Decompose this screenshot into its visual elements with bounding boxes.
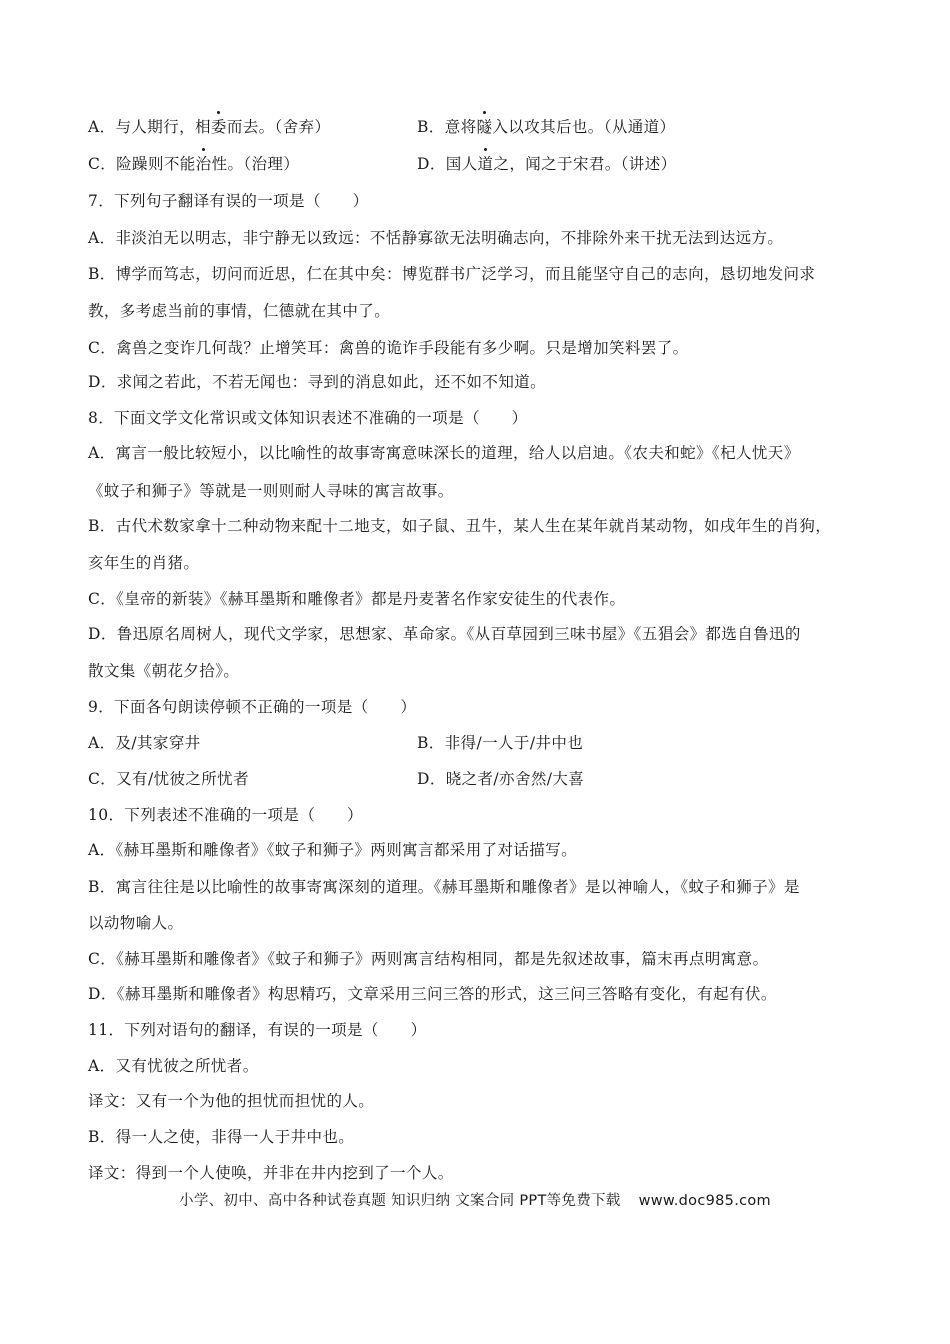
q9-option-d: D．晓之者/亦舍然/大喜 (417, 770, 585, 788)
q9-stem: 9．下面各句朗读停顿不正确的一项是（ ） (88, 698, 417, 716)
q7-option-d: D．求闻之若此，不若无闻也：寻到的消息如此，还不如不知道。 (88, 373, 547, 391)
footer-text: 小学、初中、高中各种试卷真题 知识归纳 文案合同 PPT等免费下载 (179, 1193, 621, 1209)
q6-option-c: C．险躁则不能治性。（治理） (88, 155, 300, 173)
footer-site-link[interactable]: www.doc985.com (638, 1193, 771, 1209)
q10-stem: 10．下列表述不准确的一项是（ ） (88, 806, 363, 824)
q11-stem: 11．下列对语句的翻译，有误的一项是（ ） (88, 1021, 427, 1039)
emphasis-dot-char: 隧 (476, 118, 493, 136)
q7-option-a: A．非淡泊无以明志，非宁静无以致远：不恬静寡欲无法明确志向，不排除外来干扰无法到达远方。 (88, 229, 784, 247)
q8-option-b-line1: B．古代术数家拿十二种动物来配十二地支，如子鼠、丑牛，某人生在某年就肖某动物，如戌年生的肖狗， (88, 517, 832, 535)
q11-option-a: A．又有忧彼之所忧者。 (88, 1057, 259, 1075)
q6-option-b: B．意将隧入以攻其后也。（从通道） (417, 118, 676, 136)
page-footer (0, 1190, 950, 1212)
q9-option-c: C．又有/忧彼之所忧者 (88, 770, 249, 788)
emphasis-dot-char: 道 (477, 155, 494, 173)
q7-option-b-line2: 教，多考虑当前的事情，仁德就在其中了。 (88, 302, 391, 320)
q9-option-a: A．及/其家穿井 (88, 734, 201, 752)
q8-option-a-line2: 《蚊子和狮子》等就是一则则耐人寻味的寓言故事。 (88, 482, 454, 500)
q10-option-c: C．《赫耳墨斯和雕像者》《蚊子和狮子》两则寓言结构相同，都是先叙述故事，篇末再点明寓意。 (88, 950, 769, 968)
q11-option-a-translation: 译文：又有一个为他的担忧而担忧的人。 (88, 1092, 375, 1110)
q8-option-a-line1: A．寓言一般比较短小，以比喻性的故事寄寓意味深长的道理，给人以启迪。《农夫和蛇》《杞人忧天》 (88, 444, 800, 462)
q10-option-b-line2: 以动物喻人。 (88, 914, 184, 932)
q9-option-b: B．非得/一人于/井中也 (417, 734, 584, 752)
q7-option-c: C．禽兽之变诈几何哉？止增笑耳：禽兽的诡诈手段能有多少啊。只是增加笑料罢了。 (88, 339, 689, 357)
q11-option-b: B．得一人之使，非得一人于井中也。 (88, 1128, 355, 1146)
q8-option-c: C．《皇帝的新装》《赫耳墨斯和雕像者》都是丹麦著名作家安徒生的代表作。 (88, 590, 626, 608)
emphasis-dot-char: 治 (195, 155, 212, 173)
q8-option-d-line1: D．鲁迅原名周树人，现代文学家，思想家、革命家。《从百草园到三味书屋》《五猖会》都选自鲁迅的 (88, 625, 801, 643)
q8-stem: 8．下面文学文化常识或文体知识表述不准确的一项是（ ） (88, 409, 528, 427)
q10-option-d: D．《赫耳墨斯和雕像者》构思精巧，文章采用三问三答的形式，这三问三答略有变化，有起有伏。 (88, 985, 777, 1003)
q6-option-d: D．国人道之，闻之于宋君。（讲述） (417, 155, 677, 173)
q7-option-b-line1: B．博学而笃志，切问而近思，仁在其中矣：博览群书广泛学习，而且能坚守自己的志向，恳切地发问求 (88, 265, 816, 283)
q6-option-a: A．与人期行，相委而去。（舍弃） (88, 118, 331, 136)
q8-option-b-line2: 亥年生的肖猪。 (88, 554, 200, 572)
emphasis-dot-char: 委 (210, 118, 227, 136)
q10-option-b-line1: B．寓言往往是以比喻性的故事寄寓深刻的道理。《赫耳墨斯和雕像者》是以神喻人，《蚊子和狮子》是 (88, 878, 800, 896)
q10-option-a: A．《赫耳墨斯和雕像者》《蚊子和狮子》两则寓言都采用了对话描写。 (88, 841, 577, 859)
q11-option-b-translation: 译文：得到一个人使唤，并非在井内挖到了一个人。 (88, 1164, 454, 1182)
q7-stem: 7．下列句子翻译有误的一项是（ ） (88, 192, 369, 210)
q8-option-d-line2: 散文集《朝花夕拾》。 (88, 662, 240, 680)
